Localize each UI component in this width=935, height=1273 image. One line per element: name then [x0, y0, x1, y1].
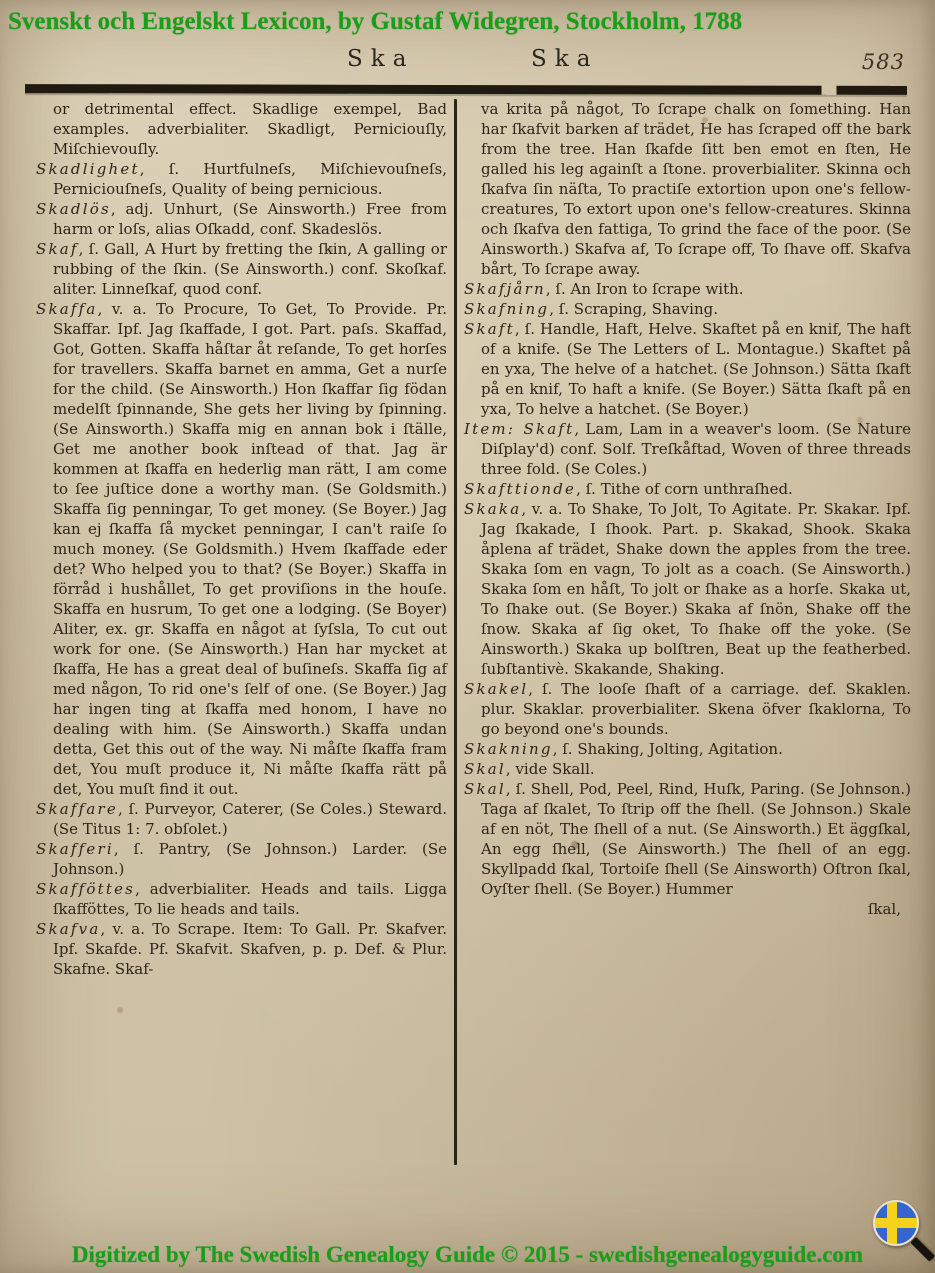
entry-headword: Skaffare: [36, 800, 119, 818]
dictionary-entry: Skakning, ſ. Shaking, Jolting, Agitation.: [464, 740, 783, 758]
entry-headword: Skafföttes: [36, 880, 136, 898]
entry-headword: Item: Skaft: [464, 420, 575, 438]
dictionary-entry: Skaka, v. a. To Shake, To Jolt, To Agitate. Pr. Skakar. Ipf. Jag ſkakade, I ſhook. Part. p. Skakad, Shook. Skaka åplena af trädet, Shake down the apples from the tree. Skaka ſom en vagn, To jolt as a coach. (Se Ainsworth.) Skaka ſom en håſt, To jolt or ſhake as a horſe. Skaka ut, To ſhake out. (Se Boyer.) Skaka af ſnön, Shake off the ſnow. Skaka af ſig oket, To ſhake off the yoke. (Se Ainsworth.) Skaka up bolſtren, Beat up the featherbed. ſubſtantivè. Skakande, Shaking.: [464, 500, 911, 678]
entry-headword: Skafttionde: [464, 480, 577, 498]
running-head-left: Ska: [347, 46, 415, 72]
entry-headword: Skal: [464, 760, 506, 778]
digitization-footer: Digitized by The Swedish Genealogy Guide © 2015 - swedishgenealogyguide.com: [71, 1242, 864, 1267]
dictionary-entry: Item: Skaft, Lam, Lam in a weaver's loom. (Se Nature Diſplay'd) conf. Solf. Treſkåftad, Woven of three threads three fold. (Se Coles.): [464, 420, 912, 478]
entry-headword: Skafva: [36, 920, 101, 938]
entry-headword: Skafferi: [36, 840, 114, 858]
entry-headword: Skaka: [464, 500, 522, 518]
dictionary-entry: Skafttionde, ſ. Tithe of corn unthraſhed.: [464, 480, 793, 498]
entry-headword: Skaf: [36, 240, 79, 258]
dictionary-entry: Skal, vide Skall.: [464, 760, 595, 778]
header-rule: [25, 84, 907, 95]
catchword: ſkal,: [867, 900, 901, 918]
dictionary-entry: Skafföttes, adverbialiter. Heads and tails. Ligga ſkafföttes, To lie heads and tails.: [36, 880, 447, 918]
right-column: [457, 99, 911, 1165]
digitization-header: Svenskt och Engelskt Lexicon, by Gustaf Widegren, Stockholm, 1788: [8, 8, 743, 35]
page-number: 583: [861, 50, 905, 74]
dictionary-entry: Skal, ſ. Shell, Pod, Peel, Rind, Huſk, Paring. (Se Johnson.) Taga af ſkalet, To ſtrip off the ſhell. (Se Johnson.) Skale af en nöt, The ſhell of a nut. (Se Ainsworth.) Et äggſkal, An egg ſhell, (Se Ainsworth.) The ſhell of an egg. Skyllpadd ſkal, Tortoiſe ſhell (Se Ainsworth) Oſtron ſkal, Oyſter ſhell. (Se Boyer.) Hummer: [464, 780, 911, 898]
entry-headword: Skaffa: [36, 300, 98, 318]
entry-headword: Skafjårn: [464, 280, 546, 298]
dictionary-entry: Skafva, v. a. To Scrape. Item: To Gall. Pr. Skafver. Ipf. Skafde. Pf. Skafvit. Skafven, p. p. Def. & Plur. Skafne. Skaf-: [36, 920, 447, 978]
entry-headword: Skadlös: [36, 200, 111, 218]
dictionary-entry: Skadlös, adj. Unhurt, (Se Ainsworth.) Free from harm or loſs, alias Oſkadd, conf. Skadeslös.: [36, 200, 447, 238]
left-column: [36, 99, 452, 1165]
entry-headword: Skal: [464, 780, 506, 798]
dictionary-entry: or detrimental effect. Skadlige exempel, Bad examples. adverbialiter. Skadligt, Perniciouſly, Miſchievouſly.: [53, 100, 447, 158]
dictionary-entry: Skaf, ſ. Gall, A Hurt by fretting the ſkin, A galling or rubbing of the ſkin. (Se Ainsworth.) conf. Skoſkaf. aliter. Linneſkaf, quod conf.: [36, 240, 447, 298]
dictionary-entry: Skafjårn, ſ. An Iron to ſcrape with.: [464, 280, 744, 298]
entry-headword: Skadlighet: [36, 160, 140, 178]
entry-headword: Skaft: [464, 320, 515, 338]
swedish-flag-magnifier-icon: [871, 1200, 925, 1266]
text-block: [36, 99, 911, 1165]
dictionary-entry: Skaffa, v. a. To Procure, To Get, To Provide. Pr. Skaffar. Ipf. Jag ſkaffade, I got. Part. paſs. Skaffad, Got, Gotten. Skaffa håſtar åt reſande, To get horſes for travellers. Skaffa barnet en amma, Get a nurſe for the child. (Se Ainsworth.) Hon ſkaffar ſig födan medelſt ſpinnande, She gets her living by ſpinning. (Se Ainsworth.) Skaffa mig en annan bok i ſtälle, Get me another book inſtead of that. Jag är kommen at ſkaffa en hederlig man rätt, I am come to ſee juſtice done a worthy man. (Se Goldsmith.) Skaffa ſig penningar, To get money. (Se Boyer.) Jag kan ej ſkaffa ſå mycket penningar, I can't raiſe ſo much money. (Se Goldsmith.) Hvem ſkaffade eder det? Who helped you to that? (Se Boyer.) Skaffa in förråd i hushållet, To get proviſions in the houſe. Skaffa en husrum, To get one a lodging. (Se Boyer) Aliter, ex. gr. Skaffa en något at ſyſsla, To cut out work for one. (Se Ainsworth.) Han har mycket at ſkaffa, He has a great deal of buſineſs. Skaffa ſig af med någon, To rid one's ſelf of one. (Se Boyer.) Jag har ingen ting at ſkaffa med honom, I have no dealing with him. (Se Ainsworth.) Skaffa undan detta, Get this out of the way. Ni måſte ſkaffa fram det, You muſt produce it, Ni måſte ſkaffa rätt på det, You muſt find it out.: [36, 300, 447, 798]
dictionary-entry: Skaffare, ſ. Purveyor, Caterer, (Se Coles.) Steward. (Se Titus 1: 7. obſolet.): [36, 800, 447, 838]
dictionary-entry: Skafferi, ſ. Pantry, (Se Johnson.) Larder. (Se Johnson.): [36, 840, 447, 878]
running-head: [0, 0, 935, 90]
dictionary-entry: Skakel, ſ. The looſe ſhaft of a carriage. def. Skaklen. plur. Skaklar. proverbialiter. Skena öfver ſkaklorna, To go beyond one's bounds.: [464, 680, 911, 738]
dictionary-entry: va krita på något, To ſcrape chalk on ſomething. Han har ſkafvit barken af trädet, He has ſcraped off the bark from the tree. Han ſkafde ſitt ben emot en ſten, He galled his leg againſt a ſtone. proverbialiter. Skinna och ſkafva ſin näſta, To practiſe extortion upon one's fellow-creatures, To extort upon one's fellow-creatures. Skinna och ſkafva den fattiga, To grind the face of the poor. (Se Ainsworth.) Skafva af, To ſcrape off, To ſhave off. Skafva bårt, To ſcrape away.: [481, 100, 911, 278]
dictionary-entry: Skafning, ſ. Scraping, Shaving.: [464, 300, 718, 318]
entry-headword: Skakel: [464, 680, 529, 698]
dictionary-entry: Skaft, ſ. Handle, Haft, Helve. Skaftet på en knif, The haft of a knife. (Se The Letters of L. Montague.) Skaftet på en yxa, The helve of a hatchet. (Se Johnson.) Sätta ſkaft på en knif, To haft a knife. (Se Boyer.) Sätta ſkaft på en yxa, To helve a hatchet. (Se Boyer.): [464, 320, 911, 418]
running-head-right: Ska: [531, 46, 599, 72]
entry-headword: Skakning: [464, 740, 553, 758]
entry-headword: Skafning: [464, 300, 550, 318]
dictionary-entry: Skadlighet, ſ. Hurtfulneſs, Miſchievouſneſs, Perniciouſneſs, Quality of being pernicious.: [36, 160, 447, 198]
